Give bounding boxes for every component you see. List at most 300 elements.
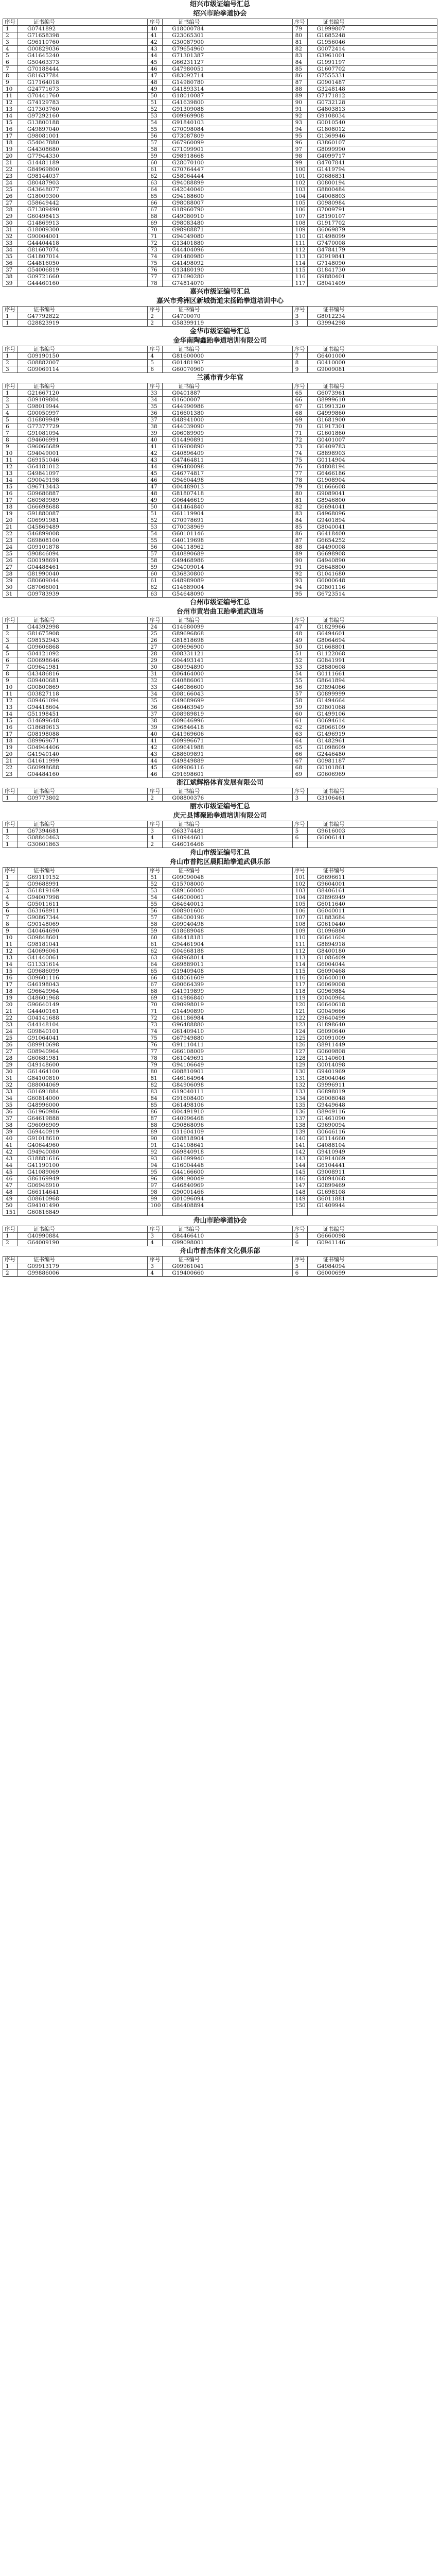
seq-cell: 76 <box>292 464 307 470</box>
code-column-header: 证书编号 <box>18 307 148 313</box>
seq-cell: 2 <box>3 881 18 888</box>
seq-cell: 108 <box>292 921 307 928</box>
certificate-number-cell: G0914069 <box>307 1156 437 1162</box>
certificate-number-cell: G09961041 <box>163 1263 292 1270</box>
certificate-number-cell: G49849889 <box>163 758 292 765</box>
org-section <box>3 287 437 327</box>
seq-cell: 8 <box>3 671 18 677</box>
certificate-number-cell: G6006141 <box>307 835 437 841</box>
table-row <box>3 995 437 1002</box>
certificate-number-cell: G46086600 <box>163 684 292 691</box>
certificate-number-cell: G47792822 <box>18 313 148 320</box>
seq-cell: 54 <box>148 894 163 901</box>
certificate-number-cell: G6011640 <box>307 901 437 908</box>
certificate-number-cell: G9996911 <box>307 1082 437 1089</box>
seq-cell: 28 <box>3 207 18 213</box>
code-column-header: 证书编号 <box>18 1226 148 1233</box>
table-row <box>3 1149 437 1156</box>
seq-cell: 47 <box>3 1182 18 1189</box>
certificate-number-cell: G00698646 <box>18 657 148 664</box>
certificate-number-cell: G09040498 <box>163 921 292 928</box>
certificate-number-cell: G60814000 <box>18 1095 148 1102</box>
seq-cell: 89 <box>292 551 307 557</box>
seq-cell: 10 <box>3 86 18 93</box>
certificate-number-cell: G46899008 <box>18 531 148 537</box>
seq-cell: 46 <box>148 771 163 778</box>
code-column-header: 证书编号 <box>18 19 148 26</box>
seq-cell: 36 <box>3 1109 18 1115</box>
certificate-number-cell: G90868096 <box>163 1122 292 1129</box>
table-row <box>3 651 437 657</box>
certificate-number-cell: G0606969 <box>307 771 437 778</box>
seq-cell: 44 <box>148 464 163 470</box>
seq-cell: 44 <box>148 53 163 59</box>
certificate-number-cell: G8898903 <box>307 450 437 457</box>
seq-cell: 90 <box>292 99 307 106</box>
table-row <box>3 1263 437 1270</box>
seq-cell: 54 <box>148 120 163 126</box>
seq-cell: 16 <box>3 975 18 981</box>
seq-cell: 112 <box>292 247 307 253</box>
certificate-number-cell: G63374481 <box>163 828 292 835</box>
certificate-number-cell: G4700070 <box>163 313 292 320</box>
table-row <box>3 477 437 484</box>
certificate-number-cell: G41969606 <box>163 731 292 738</box>
certificate-number-cell: G46198043 <box>18 981 148 988</box>
seq-cell: 38 <box>3 1122 18 1129</box>
seq-cell: 43 <box>148 457 163 464</box>
seq-cell: 11 <box>3 457 18 464</box>
seq-cell: 22 <box>3 531 18 537</box>
seq-cell: 104 <box>292 193 307 200</box>
certificate-number-cell: G71658398 <box>18 32 148 39</box>
seq-cell: 88 <box>292 86 307 93</box>
certificate-number-cell: G41089069 <box>18 1169 148 1176</box>
seq-cell: 2 <box>3 1270 18 1277</box>
certificate-number-cell: G0899469 <box>307 1182 437 1189</box>
seq-column-header: 序号 <box>292 1226 307 1233</box>
seq-cell: 73 <box>292 444 307 450</box>
certificate-number-cell: G1666608 <box>307 484 437 490</box>
certificate-number-cell: G6000648 <box>307 578 437 584</box>
seq-cell: 129 <box>292 1062 307 1069</box>
certificate-number-cell: G81600000 <box>163 353 292 360</box>
seq-column-header: 序号 <box>3 346 18 353</box>
seq-cell: 35 <box>148 698 163 704</box>
table-header-row <box>3 1257 437 1263</box>
certificate-number-cell: G61186984 <box>163 1015 292 1022</box>
certificate-number-cell: G90148069 <box>18 921 148 928</box>
certificate-number-cell: G98988871 <box>163 227 292 233</box>
certificate-number-cell: G21667120 <box>18 390 148 397</box>
certificate-number-cell: G0640010 <box>307 975 437 981</box>
certificate-number-cell: G96110760 <box>18 39 148 46</box>
table-row <box>3 260 437 267</box>
seq-cell: 92 <box>292 571 307 578</box>
seq-cell: 101 <box>292 173 307 180</box>
seq-cell: 132 <box>292 1082 307 1089</box>
seq-cell: 25 <box>148 631 163 637</box>
certificate-number-cell: G98181041 <box>18 941 148 948</box>
certificate-number-cell: G96096909 <box>18 1122 148 1129</box>
seq-cell: 54 <box>148 531 163 537</box>
certificate-number-cell: G96488880 <box>163 1022 292 1028</box>
seq-cell: 50 <box>292 644 307 651</box>
seq-cell: 40 <box>148 731 163 738</box>
certificate-number-cell: G48061609 <box>163 975 292 981</box>
certificate-number-cell: G0694614 <box>307 718 437 724</box>
certificate-number-cell: G30601863 <box>18 841 148 848</box>
seq-cell: 14 <box>3 477 18 484</box>
seq-cell: 22 <box>3 166 18 173</box>
seq-cell: 24 <box>3 1028 18 1035</box>
certificate-number-cell: G94461904 <box>163 941 292 948</box>
certificate-number-cell: G4490008 <box>307 544 437 551</box>
code-column-header: 证书编号 <box>163 821 292 828</box>
seq-cell: 84 <box>148 1095 163 1102</box>
certificate-number-cell: G09601116 <box>18 975 148 981</box>
organization-title: 金华南陶鑫跆拳道培训有限公司 <box>173 337 267 345</box>
certificate-number-cell: G71690280 <box>163 274 292 280</box>
certificate-number-cell: G40990884 <box>18 1233 148 1240</box>
certificate-number-cell: G1999807 <box>307 26 437 32</box>
table-row <box>3 233 437 240</box>
seq-cell: 2 <box>3 1240 18 1246</box>
seq-cell: 135 <box>292 1102 307 1109</box>
table-row <box>3 153 437 160</box>
certificate-number-cell: G3860107 <box>307 140 437 146</box>
certificate-table <box>3 1226 437 1246</box>
code-column-header: 证书编号 <box>18 788 148 795</box>
seq-cell: 3 <box>148 828 163 835</box>
certificate-number-cell: G6000699 <box>307 1270 437 1277</box>
seq-cell: 61 <box>148 166 163 173</box>
certificate-number-cell: G99886006 <box>18 1270 148 1277</box>
table-header-row <box>3 383 437 390</box>
seq-cell: 140 <box>292 1136 307 1142</box>
seq-cell: 37 <box>3 1115 18 1122</box>
certificate-number-cell: G06089909 <box>163 430 292 437</box>
seq-cell: 24 <box>3 544 18 551</box>
certificate-number-cell: G8880608 <box>307 664 437 671</box>
seq-cell: 13 <box>3 955 18 961</box>
seq-cell: 60 <box>292 711 307 718</box>
seq-cell: 51 <box>148 874 163 881</box>
seq-cell: 151 <box>3 1209 18 1216</box>
certificate-number-cell: G1494664 <box>307 698 437 704</box>
certificate-number-cell: G80487903 <box>18 180 148 187</box>
seq-cell: 12 <box>3 948 18 955</box>
table-row <box>3 704 437 711</box>
certificate-number-cell: G30087900 <box>163 39 292 46</box>
seq-cell: 25 <box>3 1035 18 1042</box>
certificate-number-cell: G09996671 <box>163 738 292 744</box>
seq-cell: 6 <box>148 366 163 373</box>
certificate-number-cell: G06446619 <box>163 497 292 504</box>
certificate-number-cell: G1600007 <box>163 397 292 403</box>
seq-cell: 117 <box>292 280 307 287</box>
seq-cell: 4 <box>3 410 18 417</box>
certificate-number-cell: G98088007 <box>163 200 292 207</box>
certificate-number-cell: G2446480 <box>307 751 437 758</box>
seq-cell: 1 <box>3 874 18 881</box>
certificate-number-cell: G48601968 <box>18 995 148 1002</box>
org-section <box>3 778 437 802</box>
certificate-number-cell: G98081001 <box>18 133 148 140</box>
seq-cell: 131 <box>292 1075 307 1082</box>
seq-cell: 63 <box>292 731 307 738</box>
seq-cell: 123 <box>292 1022 307 1028</box>
seq-cell: 136 <box>292 1109 307 1115</box>
seq-cell: 55 <box>148 126 163 133</box>
seq-cell: 57 <box>148 551 163 557</box>
certificate-number-cell: G09190150 <box>18 353 148 360</box>
seq-cell: 23 <box>3 173 18 180</box>
seq-cell: 1 <box>3 795 18 802</box>
certificate-number-cell: G08331121 <box>163 651 292 657</box>
seq-cell: 51 <box>148 511 163 517</box>
certificate-number-cell: G08882007 <box>18 360 148 366</box>
certificate-number-cell: G64640011 <box>163 901 292 908</box>
seq-cell: 104 <box>292 894 307 901</box>
certificate-number-cell: G16900890 <box>163 444 292 450</box>
seq-cell: 149 <box>292 1196 307 1202</box>
certificate-number-cell: G8894918 <box>307 941 437 948</box>
certificate-number-cell: G91880087 <box>18 511 148 517</box>
certificate-number-cell: G54006819 <box>18 267 148 274</box>
certificate-number-cell: G60989989 <box>18 497 148 504</box>
certificate-number-cell: G4999860 <box>307 410 437 417</box>
certificate-number-cell: G0919841 <box>307 253 437 260</box>
seq-cell: 99 <box>292 160 307 166</box>
certificate-number-cell: G18689613 <box>18 724 148 731</box>
certificate-number-cell: G89696868 <box>163 631 292 637</box>
certificate-number-cell: G80609044 <box>18 578 148 584</box>
table-row <box>3 99 437 106</box>
seq-cell: 77 <box>148 274 163 280</box>
table-row <box>3 718 437 724</box>
seq-cell: 3 <box>292 313 307 320</box>
seq-cell: 49 <box>148 86 163 93</box>
seq-cell: 47 <box>148 73 163 79</box>
certificate-number-cell: G64619888 <box>18 1115 148 1122</box>
seq-cell: 134 <box>292 1095 307 1102</box>
certificate-number-cell: G98144037 <box>18 173 148 180</box>
certificate-number-cell: G1461090 <box>307 1115 437 1122</box>
seq-column-header: 序号 <box>148 19 163 26</box>
seq-cell: 25 <box>3 187 18 193</box>
certificate-number-cell: G0111661 <box>307 671 437 677</box>
certificate-number-cell: G03827118 <box>18 691 148 698</box>
table-row <box>3 140 437 146</box>
seq-cell: 97 <box>292 146 307 153</box>
table-row <box>3 220 437 227</box>
table-row <box>3 1069 437 1075</box>
table-row <box>3 200 437 207</box>
certificate-number-cell: G9690094 <box>307 1122 437 1129</box>
seq-cell: 15 <box>3 484 18 490</box>
seq-cell: 92 <box>148 1149 163 1156</box>
seq-cell: 106 <box>292 207 307 213</box>
seq-cell: 61 <box>292 718 307 724</box>
seq-column-header: 序号 <box>292 346 307 353</box>
seq-cell: 28 <box>148 651 163 657</box>
seq-cell: 61 <box>148 941 163 948</box>
certificate-number-cell: G09190049 <box>163 1176 292 1182</box>
seq-cell: 96 <box>148 1176 163 1182</box>
seq-cell: 60 <box>148 935 163 941</box>
table-row <box>3 1270 437 1277</box>
seq-cell: 18 <box>3 738 18 744</box>
certificate-number-cell: G44308680 <box>18 146 148 153</box>
table-row <box>3 1176 437 1182</box>
certificate-number-cell: G61498106 <box>163 1102 292 1109</box>
certificate-number-cell: G6898019 <box>307 1089 437 1095</box>
certificate-number-cell: G61464100 <box>18 1069 148 1075</box>
certificate-number-cell: G8406161 <box>307 888 437 894</box>
seq-cell: 69 <box>148 995 163 1002</box>
certificate-number-cell: G01481907 <box>163 360 292 366</box>
certificate-number-cell: G6040011 <box>307 908 437 914</box>
code-column-header: 证书编号 <box>163 1257 292 1263</box>
certificate-number-cell: G67960099 <box>163 140 292 146</box>
table-row <box>3 894 437 901</box>
certificate-number-cell: G9410949 <box>307 1149 437 1156</box>
seq-cell: 56 <box>148 133 163 140</box>
seq-cell: 67 <box>292 758 307 765</box>
table-row <box>3 1002 437 1008</box>
table-row <box>3 524 437 531</box>
seq-column-header: 序号 <box>292 383 307 390</box>
seq-cell: 4 <box>148 1240 163 1246</box>
code-column-header: 证书编号 <box>307 1226 437 1233</box>
table-row <box>3 724 437 731</box>
certificate-number-cell: G13800188 <box>18 120 148 126</box>
seq-column-header: 序号 <box>3 868 18 874</box>
seq-cell: 82 <box>292 504 307 511</box>
seq-cell: 103 <box>292 888 307 894</box>
certificate-number-cell: G49468986 <box>163 557 292 564</box>
seq-cell: 38 <box>3 274 18 280</box>
seq-cell: 51 <box>292 651 307 657</box>
seq-cell: 87 <box>148 1115 163 1122</box>
certificate-number-cell: G00829036 <box>18 46 148 53</box>
certificate-number-cell: G43486816 <box>18 671 148 677</box>
code-column-header: 证书编号 <box>307 617 437 624</box>
seq-cell: 78 <box>292 477 307 484</box>
seq-cell: 46 <box>148 66 163 73</box>
certificate-number-cell: G1698108 <box>307 1189 437 1196</box>
certificate-number-cell: G6114660 <box>307 1136 437 1142</box>
certificate-number-cell: G1685248 <box>307 32 437 39</box>
certificate-number-cell: G0941146 <box>307 1240 437 1246</box>
seq-cell: 11 <box>3 93 18 99</box>
seq-cell: 6 <box>292 1240 307 1246</box>
certificate-number-cell: G99098001 <box>163 1240 292 1246</box>
org-section <box>3 598 437 778</box>
seq-cell: 40 <box>3 1136 18 1142</box>
seq-cell: 60 <box>148 571 163 578</box>
certificate-number-cell: G84466410 <box>163 1233 292 1240</box>
table-row <box>3 1048 437 1055</box>
seq-cell: 12 <box>3 698 18 704</box>
certificate-number-cell: G87066001 <box>18 584 148 591</box>
seq-column-header: 序号 <box>3 307 18 313</box>
certificate-number-cell: G6494601 <box>307 631 437 637</box>
seq-cell: 74 <box>148 1028 163 1035</box>
certificate-number-cell: G68968014 <box>163 955 292 961</box>
seq-cell: 65 <box>148 193 163 200</box>
seq-cell: 23 <box>3 771 18 778</box>
certificate-number-cell: G0686831 <box>307 173 437 180</box>
seq-cell: 130 <box>292 1069 307 1075</box>
certificate-number-cell: G46840969 <box>163 1182 292 1189</box>
seq-cell: 68 <box>292 765 307 771</box>
certificate-number-cell: G06464000 <box>163 671 292 677</box>
certificate-number-cell: G04121092 <box>18 651 148 657</box>
certificate-number-cell: G89969671 <box>18 738 148 744</box>
seq-cell: 49 <box>292 637 307 644</box>
seq-cell: 74 <box>148 253 163 260</box>
certificate-number-cell: G1917702 <box>307 220 437 227</box>
certificate-number-cell: G41893314 <box>163 86 292 93</box>
certificate-number-cell: G0732128 <box>307 99 437 106</box>
table-row <box>3 644 437 651</box>
seq-cell: 20 <box>3 517 18 524</box>
seq-cell: 89 <box>148 1129 163 1136</box>
seq-cell: 4 <box>3 46 18 53</box>
certificate-number-cell: G41919899 <box>163 988 292 995</box>
certificate-number-cell: G17164018 <box>18 79 148 86</box>
seq-cell: 89 <box>292 93 307 99</box>
seq-column-header: 序号 <box>3 788 18 795</box>
seq-cell: 109 <box>292 227 307 233</box>
seq-cell: 37 <box>3 267 18 274</box>
seq-cell: 5 <box>3 53 18 59</box>
seq-cell: 64 <box>148 961 163 968</box>
certificate-number-cell: G94049001 <box>18 450 148 457</box>
certificate-number-cell: G91110411 <box>163 1042 292 1048</box>
table-row <box>3 914 437 921</box>
seq-cell: 71 <box>292 430 307 437</box>
table-row <box>3 450 437 457</box>
organization-title: 金华市级证编号汇总 <box>189 328 250 335</box>
table-row <box>3 664 437 671</box>
seq-cell: 41 <box>148 32 163 39</box>
certificate-number-cell: G06991981 <box>18 517 148 524</box>
certificate-number-cell: G46774817 <box>163 470 292 477</box>
certificate-number-cell: G81807418 <box>163 490 292 497</box>
seq-cell: 7 <box>292 353 307 360</box>
seq-cell: 83 <box>292 511 307 517</box>
certificate-number-cell: G58064444 <box>163 173 292 180</box>
certificate-number-cell: G08940964 <box>18 1048 148 1055</box>
certificate-number-cell: G1956046 <box>307 39 437 46</box>
seq-cell: 127 <box>292 1048 307 1055</box>
table-row <box>3 207 437 213</box>
certificate-number-cell: G09686099 <box>18 968 148 975</box>
seq-cell: 24 <box>3 180 18 187</box>
certificate-number-cell: G0072414 <box>307 46 437 53</box>
seq-cell: 67 <box>148 207 163 213</box>
seq-cell: 98 <box>292 153 307 160</box>
certificate-number-cell: G3961001 <box>307 53 437 59</box>
certificate-number-cell: G0841991 <box>307 657 437 664</box>
certificate-number-cell: G63168911 <box>18 908 148 914</box>
certificate-number-cell: G6466186 <box>307 470 437 477</box>
certificate-number-cell: G89910698 <box>18 1042 148 1048</box>
seq-cell: 55 <box>148 901 163 908</box>
